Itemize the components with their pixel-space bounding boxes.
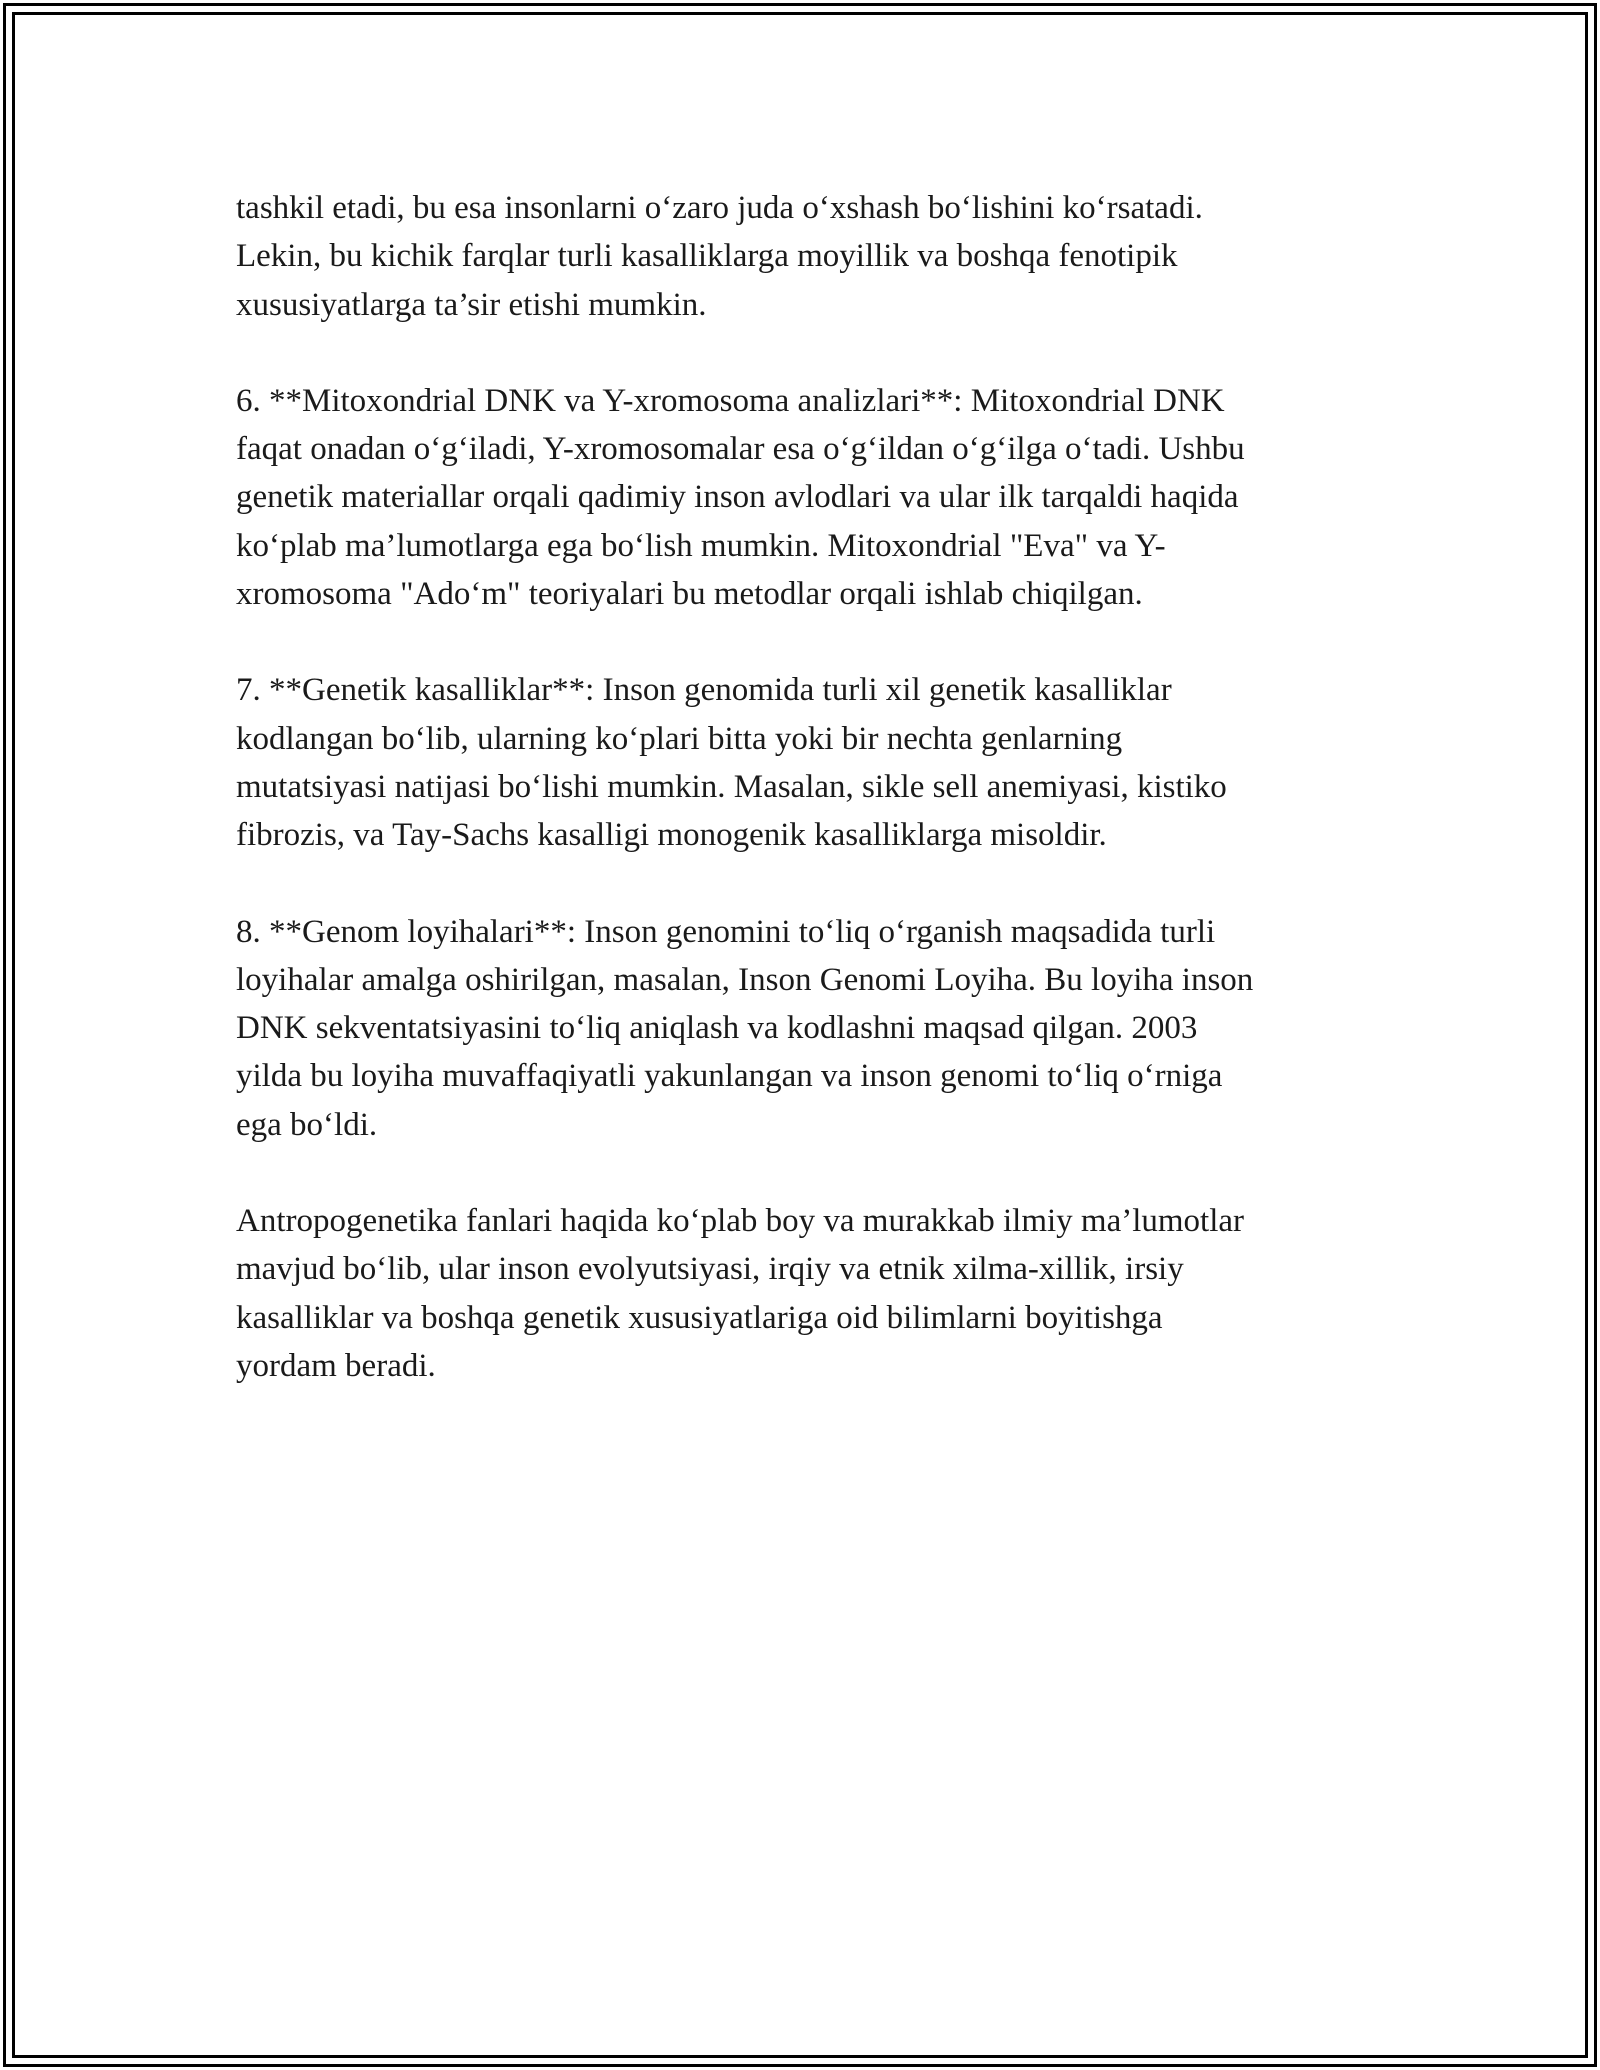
text-line: Antropogenetika fanlari haqida ko‘plab boy va murakkab ilmiy ma’lumotlar [236,1203,1245,1240]
text-line: xromosoma "Ado‘m" teoriyalari bu metodlar orqali ishlab chiqilgan. [236,576,1143,613]
text-line: kodlangan bo‘lib, ularning ko‘plari bitta yoki bir nechta genlarning [236,720,1123,757]
paragraph-intro-continuation [236,184,1376,329]
paragraph-item-6 [236,377,1376,618]
text-line: Lekin, bu kichik farqlar turli kasalliklarga moyillik va boshqa fenotipik [236,238,1178,275]
paragraph-conclusion [236,1197,1376,1390]
text-line: 7. **Genetik kasalliklar**: Inson genomida turli xil genetik kasalliklar [236,672,1172,709]
text-line: xususiyatlarga ta’sir etishi mumkin. [236,286,707,323]
text-line: genetik materiallar orqali qadimiy inson avlodlari va ular ilk tarqaldi haqida [236,479,1239,516]
text-line: kasalliklar va boshqa genetik xususiyatlariga oid bilimlarni boyitishga [236,1299,1163,1336]
text-line: loyihalar amalga oshirilgan, masalan, Inson Genomi Loyiha. Bu loyiha inson [236,961,1254,998]
text-line: tashkil etadi, bu esa insonlarni o‘zaro juda o‘xshash bo‘lishini ko‘rsatadi. [236,190,1203,226]
text-line: mutatsiyasi natijasi bo‘lishi mumkin. Masalan, sikle sell anemiyasi, kistiko [236,768,1227,805]
paragraph-item-7 [236,666,1376,859]
text-line: yilda bu loyiha muvaffaqiyatli yakunlangan va inson genomi to‘liq o‘rniga [236,1058,1223,1095]
text-line: yordam beradi. [236,1347,436,1384]
text-line: faqat onadan o‘g‘iladi, Y-xromosomalar esa o‘g‘ildan o‘g‘ilga o‘tadi. Ushbu [236,431,1245,468]
text-line: ko‘plab ma’lumotlarga ega bo‘lish mumkin. Mitoxondrial "Eva" va Y- [236,527,1166,564]
paragraph-item-8 [236,908,1376,1149]
document-body [236,184,1376,1438]
text-line: 8. **Genom loyihalari**: Inson genomini to‘liq o‘rganish maqsadida turli [236,913,1216,950]
text-line: 6. **Mitoxondrial DNK va Y-xromosoma analizlari**: Mitoxondrial DNK [236,382,1225,419]
text-line: ega bo‘ldi. [236,1106,378,1143]
text-line: mavjud bo‘lib, ular inson evolyutsiyasi, irqiy va etnik xilma-xillik, irsiy [236,1251,1184,1288]
text-line: fibrozis, va Tay-Sachs kasalligi monogenik kasalliklarga misoldir. [236,817,1107,854]
text-line: DNK sekventatsiyasini to‘liq aniqlash va kodlashni maqsad qilgan. 2003 [236,1010,1198,1047]
